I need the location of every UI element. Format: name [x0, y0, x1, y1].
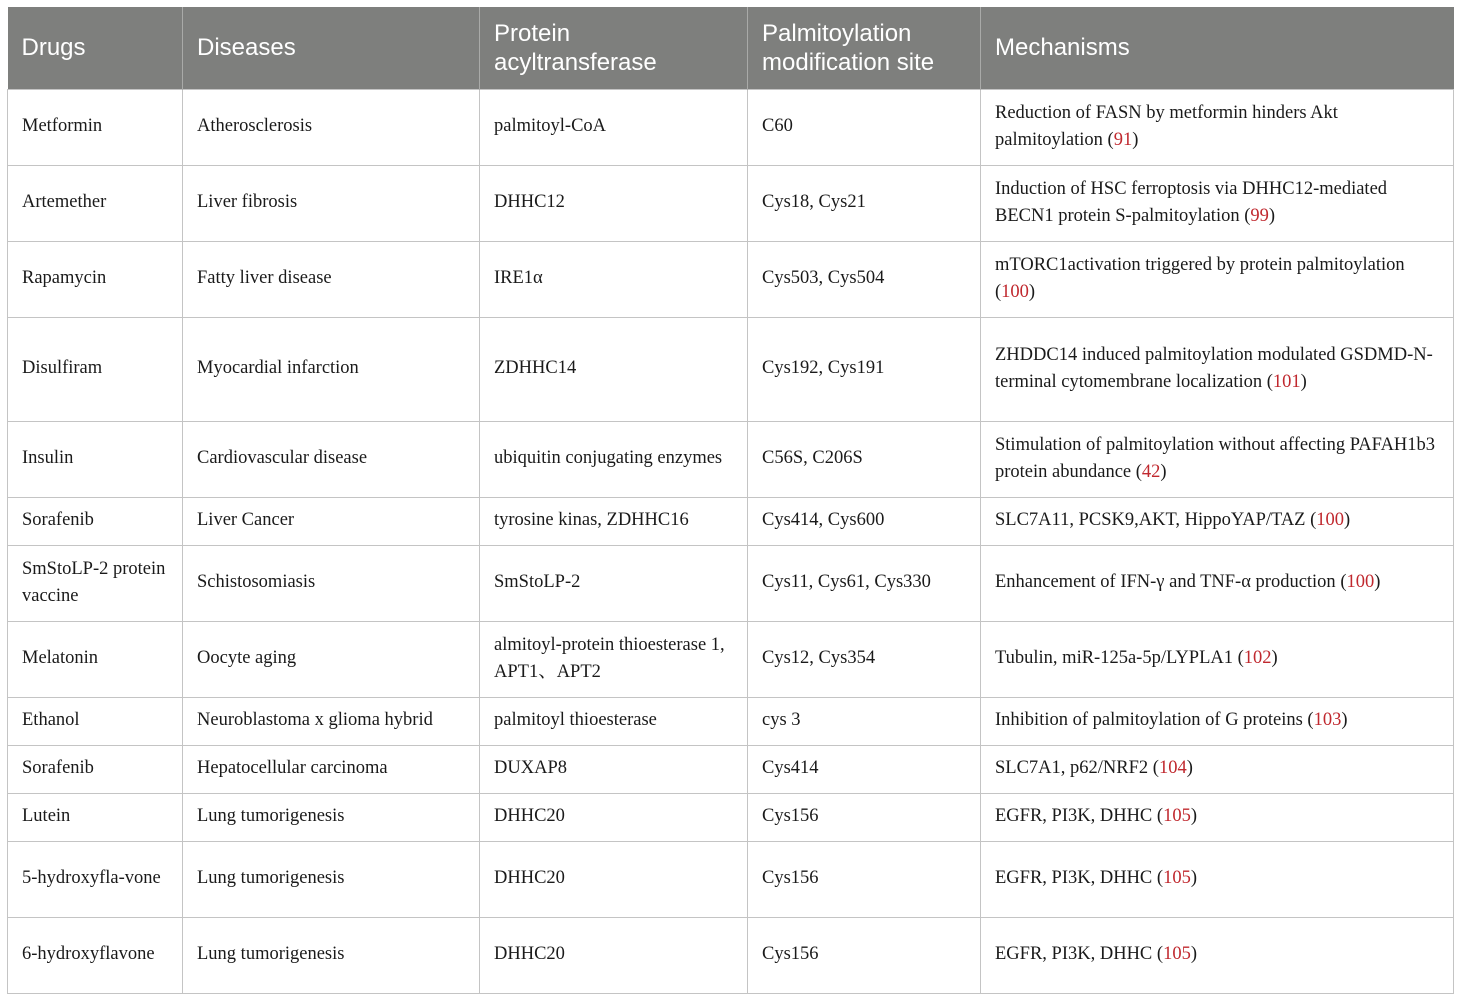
enzyme-cell: DHHC12	[480, 165, 748, 241]
site-cell: C60	[748, 89, 981, 165]
table-row	[8, 545, 1454, 621]
reference-link[interactable]: 99	[1250, 206, 1269, 226]
enzyme-cell: palmitoyl thioesterase	[480, 697, 748, 745]
disease-cell: Lung tumorigenesis	[183, 917, 480, 993]
mechanism-cell: Inhibition of palmitoylation of G proteins (103)	[981, 697, 1454, 745]
disease-cell: Lung tumorigenesis	[183, 841, 480, 917]
mechanism-cell: EGFR, PI3K, DHHC (105)	[981, 841, 1454, 917]
mechanism-text: Tubulin, miR-125a-5p/LYPLA1	[995, 648, 1233, 669]
disease-cell: Cardiovascular disease	[183, 421, 480, 497]
reference-link[interactable]: 42	[1141, 462, 1161, 482]
reference-link[interactable]: 105	[1163, 868, 1191, 889]
mechanism-text: Reduction of FASN by metformin hinders Akt palmitoylation	[995, 102, 1338, 150]
header-diseases: Diseases	[183, 7, 480, 89]
mechanism-cell: mTORC1activation triggered by protein palmitoylation (100)	[981, 241, 1454, 317]
table-row	[8, 165, 1454, 241]
mechanism-text: Inhibition of palmitoylation of G proteins	[995, 710, 1303, 731]
table-row	[8, 497, 1454, 545]
table-row	[8, 241, 1454, 317]
reference-link[interactable]: 104	[1158, 758, 1187, 779]
header-row	[8, 7, 1454, 89]
drug-cell: Metformin	[8, 89, 183, 165]
header-mechanisms: Mechanisms	[981, 7, 1454, 89]
site-cell: Cys192, Cys191	[748, 317, 981, 421]
table-row	[8, 317, 1454, 421]
reference-link[interactable]: 102	[1243, 648, 1272, 669]
enzyme-cell: almitoyl-protein thioesterase 1, APT1、APT2	[480, 621, 748, 697]
table-row	[8, 745, 1454, 793]
drug-palmitoylation-table	[7, 7, 1454, 994]
header-drugs: Drugs	[8, 7, 183, 89]
mechanism-cell: SLC7A11, PCSK9,AKT, HippoYAP/TAZ (100)	[981, 497, 1454, 545]
site-cell: Cys12, Cys354	[748, 621, 981, 697]
mechanism-text: ZHDDC14 induced palmitoylation modulated GSDMD-N-terminal cytomembrane localization	[995, 344, 1433, 392]
mechanism-text: EGFR, PI3K, DHHC	[995, 806, 1153, 827]
site-cell: Cys414, Cys600	[748, 497, 981, 545]
mechanism-text: mTORC1activation triggered by protein palmitoylation	[995, 254, 1405, 275]
site-cell: Cys18, Cys21	[748, 165, 981, 241]
mechanism-cell: ZHDDC14 induced palmitoylation modulated GSDMD-N-terminal cytomembrane localization (101)	[981, 317, 1454, 421]
site-cell: C56S, C206S	[748, 421, 981, 497]
reference-link[interactable]: 100	[1346, 572, 1375, 593]
drug-cell: Disulfiram	[8, 317, 183, 421]
disease-cell: Lung tumorigenesis	[183, 793, 480, 841]
mechanism-text: SLC7A1, p62/NRF2	[995, 758, 1149, 779]
reference-link[interactable]: 103	[1313, 710, 1342, 731]
site-cell: Cys156	[748, 917, 981, 993]
mechanism-cell: Tubulin, miR-125a-5p/LYPLA1 (102)	[981, 621, 1454, 697]
table-row	[8, 917, 1454, 993]
drug-cell: Artemether	[8, 165, 183, 241]
drug-cell: Melatonin	[8, 621, 183, 697]
table-row	[8, 697, 1454, 745]
disease-cell: Oocyte aging	[183, 621, 480, 697]
mechanism-text: Induction of HSC ferroptosis via DHHC12-mediated BECN1 protein S-palmitoylation	[995, 178, 1388, 226]
mechanism-text: EGFR, PI3K, DHHC	[995, 944, 1153, 965]
mechanism-cell: SLC7A1, p62/NRF2 (104)	[981, 745, 1454, 793]
header-protein-acyltransferase: Protein acyltransferase	[480, 7, 748, 89]
disease-cell: Myocardial infarction	[183, 317, 480, 421]
drug-cell: SmStoLP-2 protein vaccine	[8, 545, 183, 621]
site-cell: Cys156	[748, 841, 981, 917]
site-cell: Cys11, Cys61, Cys330	[748, 545, 981, 621]
table-row	[8, 89, 1454, 165]
enzyme-cell: IRE1α	[480, 241, 748, 317]
table-row	[8, 621, 1454, 697]
drug-cell: Lutein	[8, 793, 183, 841]
drug-cell: Insulin	[8, 421, 183, 497]
enzyme-cell: ZDHHC14	[480, 317, 748, 421]
reference-link[interactable]: 105	[1163, 806, 1191, 827]
table-row	[8, 841, 1454, 917]
mechanism-cell: EGFR, PI3K, DHHC (105)	[981, 793, 1454, 841]
enzyme-cell: tyrosine kinas, ZDHHC16	[480, 497, 748, 545]
mechanism-cell: Stimulation of palmitoylation without affecting PAFAH1b3 protein abundance (42)	[981, 421, 1454, 497]
site-cell: Cys156	[748, 793, 981, 841]
drug-cell: 6-hydroxyflavone	[8, 917, 183, 993]
reference-link[interactable]: 105	[1163, 944, 1191, 965]
mechanism-text: SLC7A11, PCSK9,AKT, HippoYAP/TAZ	[995, 510, 1306, 531]
disease-cell: Hepatocellular carcinoma	[183, 745, 480, 793]
enzyme-cell: DHHC20	[480, 793, 748, 841]
reference-link[interactable]: 101	[1272, 372, 1301, 392]
mechanism-text: Stimulation of palmitoylation without affecting PAFAH1b3 protein abundance	[995, 434, 1436, 482]
mechanism-cell: EGFR, PI3K, DHHC (105)	[981, 917, 1454, 993]
disease-cell: Liver Cancer	[183, 497, 480, 545]
drug-cell: Rapamycin	[8, 241, 183, 317]
site-cell: cys 3	[748, 697, 981, 745]
enzyme-cell: ubiquitin conjugating enzymes	[480, 421, 748, 497]
enzyme-cell: DUXAP8	[480, 745, 748, 793]
header-palmitoylation-site: Palmitoylation modification site	[748, 7, 981, 89]
enzyme-cell: SmStoLP-2	[480, 545, 748, 621]
mechanism-cell: Reduction of FASN by metformin hinders Akt palmitoylation (91)	[981, 89, 1454, 165]
disease-cell: Fatty liver disease	[183, 241, 480, 317]
table-row	[8, 421, 1454, 497]
reference-link[interactable]: 100	[1316, 510, 1345, 531]
drug-cell: Sorafenib	[8, 497, 183, 545]
site-cell: Cys414	[748, 745, 981, 793]
disease-cell: Liver fibrosis	[183, 165, 480, 241]
reference-link[interactable]: 91	[1113, 130, 1133, 150]
drug-cell: Sorafenib	[8, 745, 183, 793]
mechanism-text: Enhancement of IFN-γ and TNF-α production	[995, 572, 1336, 593]
mechanism-text: EGFR, PI3K, DHHC	[995, 868, 1153, 889]
mechanism-cell: Induction of HSC ferroptosis via DHHC12-mediated BECN1 protein S-palmitoylation (99)	[981, 165, 1454, 241]
mechanism-cell: Enhancement of IFN-γ and TNF-α production (100)	[981, 545, 1454, 621]
disease-cell: Atherosclerosis	[183, 89, 480, 165]
drug-cell: 5-hydroxyfla-vone	[8, 841, 183, 917]
enzyme-cell: palmitoyl-CoA	[480, 89, 748, 165]
enzyme-cell: DHHC20	[480, 841, 748, 917]
reference-link[interactable]: 100	[1001, 282, 1029, 302]
enzyme-cell: DHHC20	[480, 917, 748, 993]
drug-cell: Ethanol	[8, 697, 183, 745]
site-cell: Cys503, Cys504	[748, 241, 981, 317]
disease-cell: Neuroblastoma x glioma hybrid	[183, 697, 480, 745]
disease-cell: Schistosomiasis	[183, 545, 480, 621]
table-row	[8, 793, 1454, 841]
